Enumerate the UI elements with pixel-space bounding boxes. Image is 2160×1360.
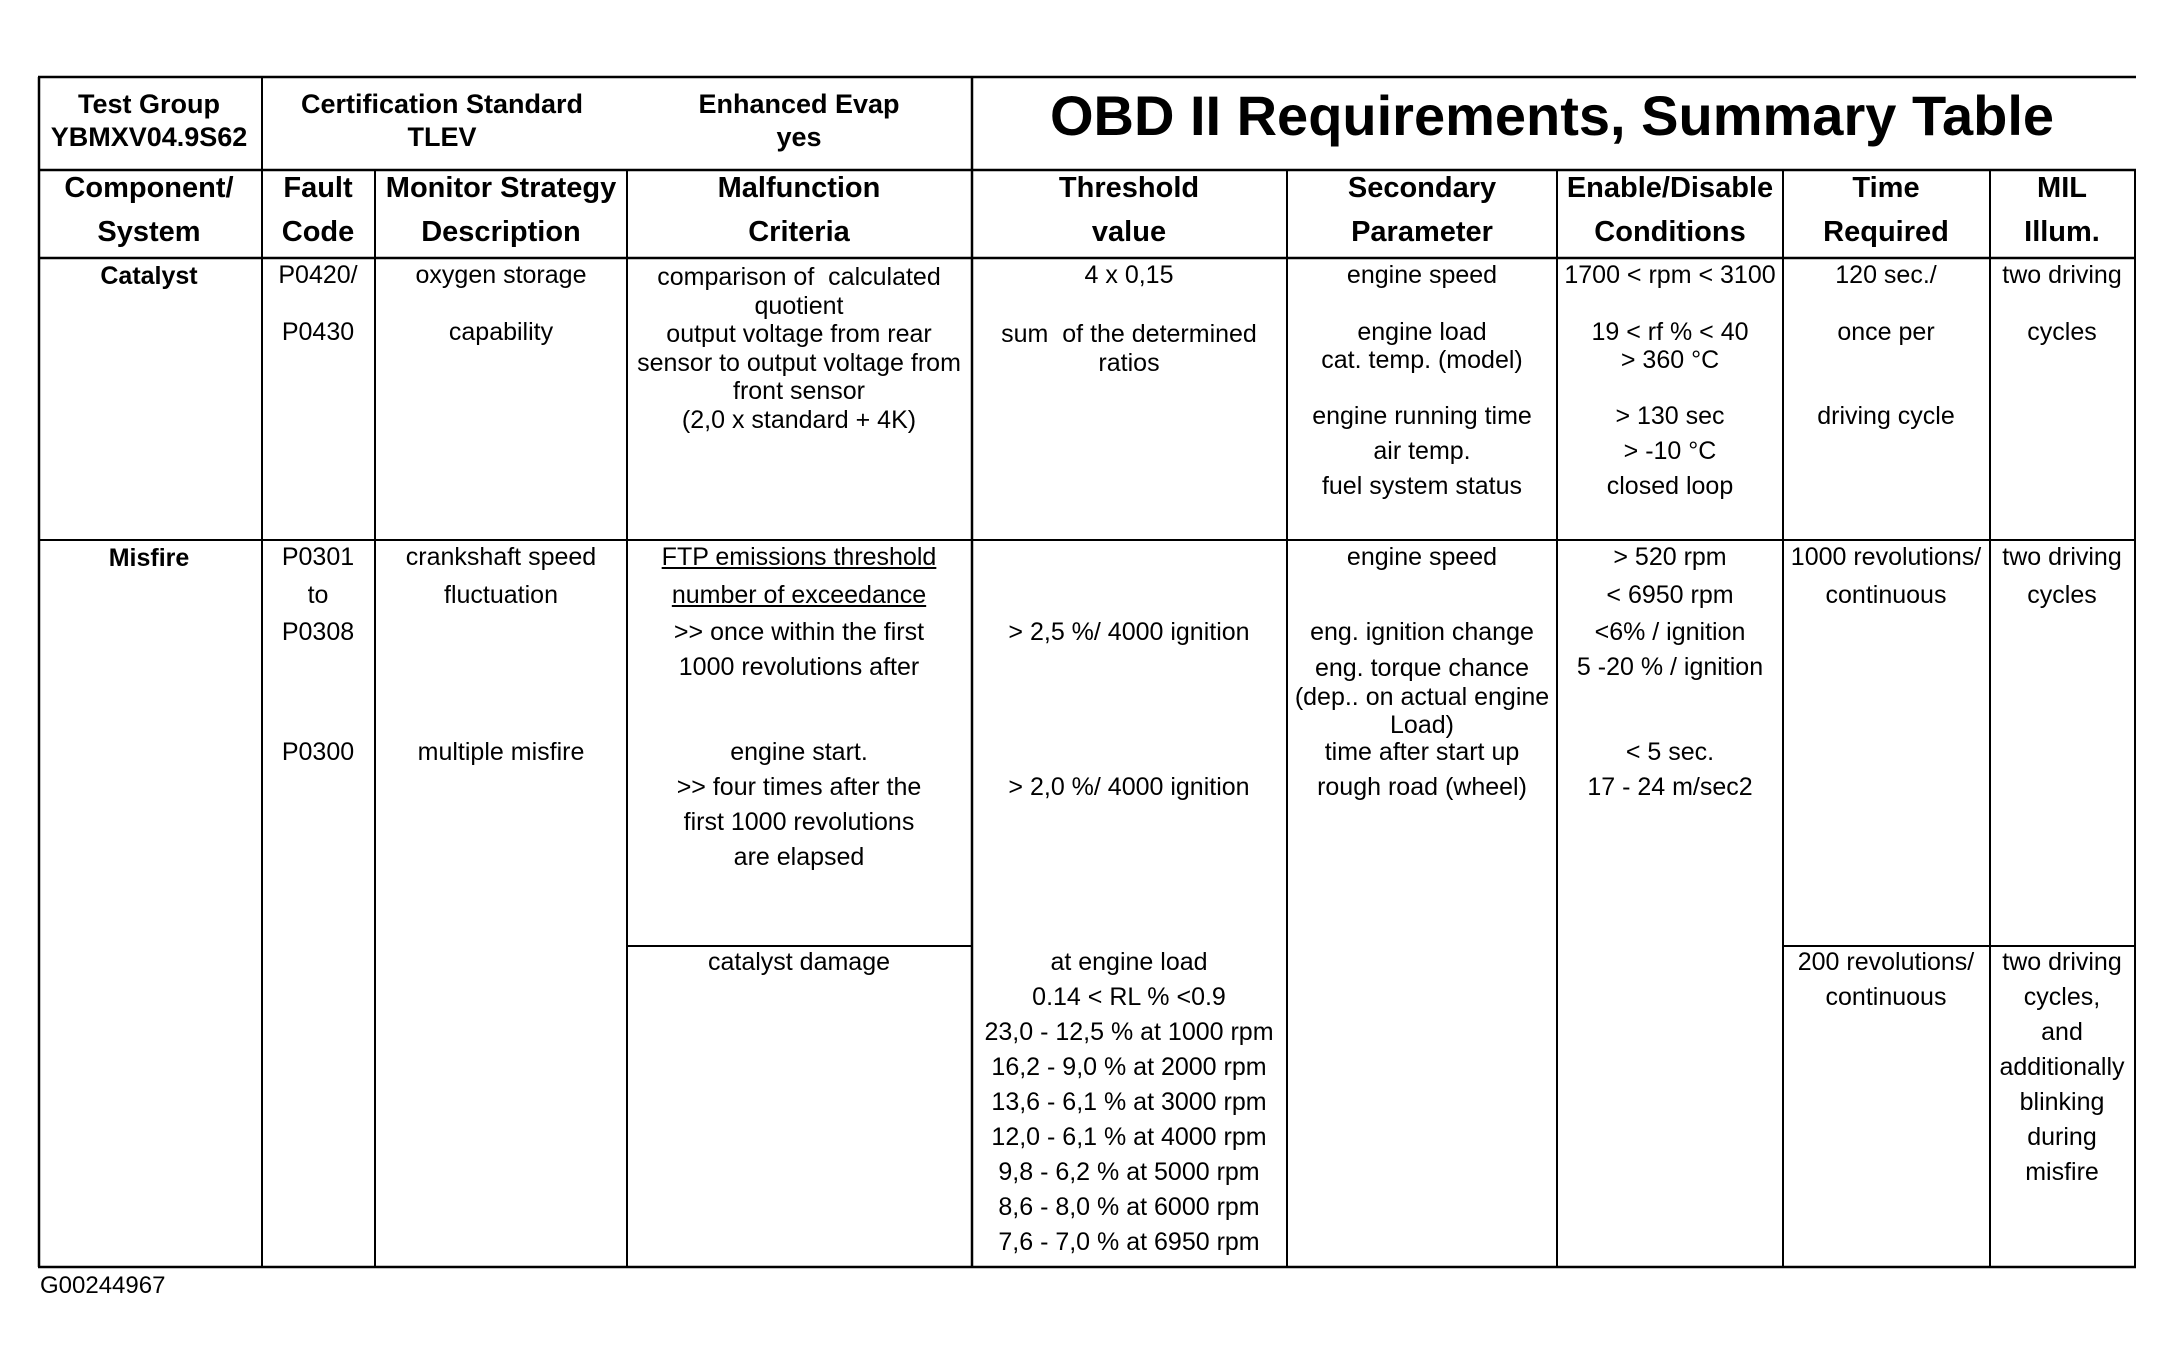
misfire-fault-4: P0300: [281, 738, 355, 766]
damage-mil-6: during: [2027, 1123, 2097, 1151]
misfire-mil-2: cycles: [2027, 581, 2097, 609]
test-group-label: Test Group: [77, 89, 221, 119]
figure-id: G00244967: [40, 1272, 166, 1299]
damage-mil-2: cycles,: [2023, 983, 2101, 1011]
misfire-criteria-3: >> once within the first: [673, 618, 925, 646]
catalyst-time-1: 120 sec./: [1835, 261, 1937, 289]
misfire-criteria-6: >> four times after the: [676, 773, 922, 801]
damage-threshold-5: 13,6 - 6,1 % at 3000 rpm: [991, 1088, 1267, 1116]
catalyst-enable-6: closed loop: [1606, 472, 1734, 500]
damage-time-2: continuous: [1825, 983, 1947, 1011]
damage-mil-5: blinking: [2019, 1088, 2105, 1116]
misfire-strategy-1: crankshaft speed: [405, 543, 597, 571]
col-header-malfunction-2: Criteria: [748, 216, 850, 248]
catalyst-enable-3: > 360 °C: [1620, 346, 1720, 374]
catalyst-secondary-4: engine running time: [1312, 402, 1532, 430]
col-header-fault: Fault: [283, 172, 353, 204]
damage-threshold-6: 12,0 - 6,1 % at 4000 rpm: [991, 1123, 1267, 1151]
col-header-threshold: Threshold: [1058, 172, 1200, 204]
col-header-mil: MIL: [2037, 172, 2087, 204]
catalyst-enable-4: > 130 sec: [1615, 402, 1725, 430]
misfire-component: Misfire: [108, 544, 190, 572]
misfire-criteria-7: first 1000 revolutions: [683, 808, 915, 836]
misfire-fault-1: P0301: [281, 543, 355, 571]
misfire-enable-1: > 520 rpm: [1613, 543, 1727, 571]
page-title: OBD II Requirements, Summary Table: [1049, 84, 2055, 147]
misfire-criteria-2: number of exceedance: [671, 581, 927, 609]
catalyst-secondary-1: engine speed: [1346, 261, 1498, 289]
misfire-criteria-1: FTP emissions threshold: [661, 543, 937, 571]
col-header-component-2: System: [97, 216, 201, 248]
misfire-secondary-1: engine speed: [1346, 543, 1498, 571]
damage-threshold-3: 23,0 - 12,5 % at 1000 rpm: [984, 1018, 1274, 1046]
enhanced-evap-value: yes: [776, 122, 822, 152]
misfire-time-1: 1000 revolutions/: [1790, 543, 1982, 571]
misfire-time-2: continuous: [1825, 581, 1947, 609]
col-header-mil-2: Illum.: [2024, 216, 2100, 248]
misfire-strategy-3: multiple misfire: [417, 738, 585, 766]
misfire-fault-3: P0308: [281, 618, 355, 646]
misfire-threshold-2: > 2,0 %/ 4000 ignition: [1008, 773, 1250, 801]
catalyst-secondary-2: engine load: [1357, 318, 1487, 346]
catalyst-enable-2: 19 < rf % < 40: [1591, 318, 1749, 346]
misfire-enable-6: 17 - 24 m/sec2: [1587, 773, 1753, 801]
misfire-enable-5: < 5 sec.: [1625, 738, 1715, 766]
col-header-time-2: Required: [1823, 216, 1949, 248]
test-group-value: YBMXV04.9S62: [50, 122, 248, 152]
misfire-criteria-8: are elapsed: [733, 843, 865, 871]
col-header-enable-2: Conditions: [1594, 216, 1746, 248]
catalyst-damage-criteria: catalyst damage: [707, 948, 891, 976]
catalyst-fault-code: P0420/: [278, 261, 358, 289]
catalyst-mil-2: cycles: [2027, 318, 2097, 346]
catalyst-component: Catalyst: [100, 262, 198, 290]
catalyst-secondary-6: fuel system status: [1321, 472, 1523, 500]
catalyst-mil-1: two driving: [2002, 261, 2122, 289]
damage-mil-4: additionally: [1999, 1053, 2125, 1081]
col-header-malfunction: Malfunction: [717, 172, 881, 204]
misfire-secondary-5: rough road (wheel): [1317, 773, 1527, 801]
misfire-enable-4: 5 -20 % / ignition: [1576, 653, 1764, 681]
col-header-time: Time: [1852, 172, 1920, 204]
col-header-threshold-2: value: [1091, 216, 1167, 248]
enhanced-evap-label: Enhanced Evap: [698, 89, 900, 119]
certification-label: Certification Standard: [300, 89, 584, 119]
col-header-enable: Enable/Disable: [1566, 172, 1774, 204]
catalyst-strategy-2: capability: [448, 318, 554, 346]
col-header-strategy-2: Description: [421, 216, 581, 248]
catalyst-secondary-5: air temp.: [1373, 437, 1471, 465]
col-header-secondary: Secondary: [1347, 172, 1497, 204]
damage-threshold-2: 0.14 < RL % <0.9: [1032, 983, 1226, 1011]
catalyst-criteria: comparison of calculated quotient: [657, 263, 941, 320]
damage-threshold-8: 8,6 - 8,0 % at 6000 rpm: [998, 1193, 1260, 1221]
catalyst-enable-5: > -10 °C: [1623, 437, 1717, 465]
col-header-strategy: Monitor Strategy: [385, 172, 617, 204]
damage-mil-1: two driving: [2002, 948, 2122, 976]
misfire-fault-2: to: [307, 581, 329, 609]
misfire-secondary-2: eng. ignition change: [1310, 618, 1534, 646]
col-header-fault-2: Code: [281, 216, 355, 248]
misfire-mil-1: two driving: [2002, 543, 2122, 571]
catalyst-strategy: oxygen storage: [415, 261, 587, 289]
catalyst-criteria-2: output voltage from rear sensor to output voltage from front sensor (2,0 x standard + 4K): [637, 320, 961, 434]
catalyst-time-3: driving cycle: [1817, 402, 1955, 430]
catalyst-time-2: once per: [1837, 318, 1935, 346]
misfire-criteria-5: engine start.: [730, 738, 868, 766]
damage-threshold-7: 9,8 - 6,2 % at 5000 rpm: [998, 1158, 1260, 1186]
catalyst-fault-code-2: P0430: [281, 318, 355, 346]
col-header-secondary-2: Parameter: [1351, 216, 1493, 248]
misfire-enable-3: <6% / ignition: [1594, 618, 1746, 646]
misfire-threshold-1: > 2,5 %/ 4000 ignition: [1008, 618, 1250, 646]
misfire-secondary-4: time after start up: [1324, 738, 1520, 766]
damage-mil-7: misfire: [2025, 1158, 2099, 1186]
misfire-enable-2: < 6950 rpm: [1606, 581, 1734, 609]
damage-threshold-9: 7,6 - 7,0 % at 6950 rpm: [998, 1228, 1260, 1256]
damage-threshold-4: 16,2 - 9,0 % at 2000 rpm: [991, 1053, 1267, 1081]
catalyst-threshold: 4 x 0,15: [1084, 261, 1174, 289]
misfire-criteria-4: 1000 revolutions after: [678, 653, 920, 681]
damage-threshold-1: at engine load: [1050, 948, 1208, 976]
catalyst-secondary-3: cat. temp. (model): [1321, 346, 1523, 374]
misfire-secondary-3: eng. torque chance (dep.. on actual engine Load): [1294, 654, 1550, 739]
catalyst-enable-1: 1700 < rpm < 3100: [1564, 261, 1776, 289]
damage-time-1: 200 revolutions/: [1797, 948, 1975, 976]
col-header-component: Component/: [64, 172, 234, 204]
certification-value: TLEV: [407, 122, 477, 152]
damage-mil-3: and: [2041, 1018, 2083, 1046]
catalyst-threshold-2: sum of the determined ratios: [1001, 320, 1257, 377]
misfire-strategy-2: fluctuation: [444, 581, 558, 609]
